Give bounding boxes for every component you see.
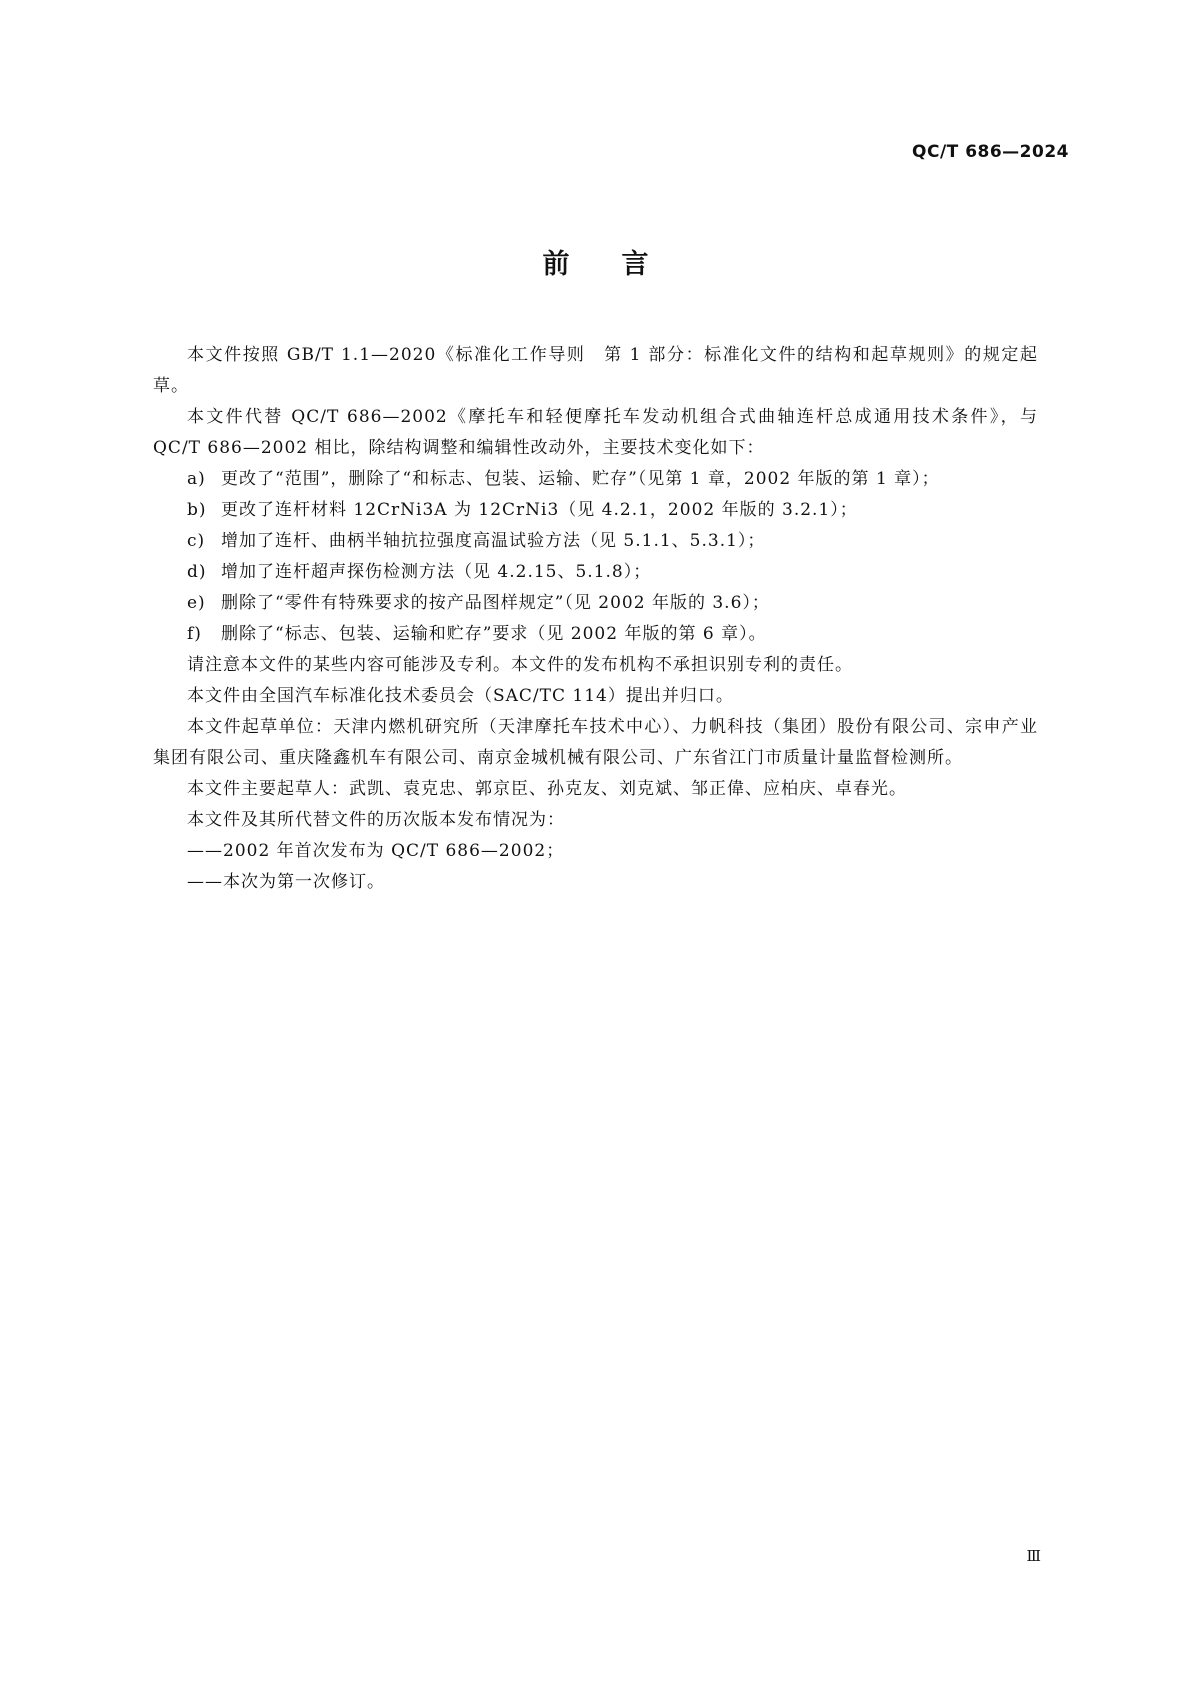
foreword-body	[153, 340, 1038, 898]
paragraph-patent-notice: 请注意本文件的某些内容可能涉及专利。本文件的发布机构不承担识别专利的责任。	[187, 655, 853, 675]
change-item-text: 删除了“零件有特殊要求的按产品图样规定”（见 2002 年版的 3.6）；	[221, 593, 770, 613]
paragraph-history-intro: 本文件及其所代替文件的历次版本发布情况为：	[187, 810, 565, 830]
document-code: QC/T 686—2024	[912, 142, 1069, 162]
change-item-marker: c)	[187, 531, 206, 551]
paragraph-drafters: 本文件主要起草人：武凯、袁克忠、郭京臣、孙克友、刘克斌、邹正偉、应柏庆、卓春光。	[187, 779, 907, 799]
change-item-text: 更改了“范围”，删除了“和标志、包装、运输、贮存”（见第 1 章，2002 年版的第 1 章）；	[221, 469, 940, 489]
paragraph-replacement: 本文件代替 QC/T 686—2002《摩托车和轻便摩托车发动机组合式曲轴连杆总成通用技术条件》，与 QC/T 686—2002 相比，除结构调整和编辑性改动外，主要技术变化如下：	[153, 407, 1038, 458]
page-number: Ⅲ	[1026, 1547, 1041, 1565]
paragraph-drafting-units: 本文件起草单位：天津内燃机研究所（天津摩托车技术中心）、力帆科技（集团）股份有限公司、宗申产业集团有限公司、重庆隆鑫机车有限公司、南京金城机械有限公司、广东省江门市质量计量监督检测所。	[153, 717, 1038, 768]
history-item: ——2002 年首次发布为 QC/T 686—2002；	[187, 841, 565, 861]
change-item-marker: e)	[187, 593, 206, 613]
change-item-marker: d)	[187, 562, 207, 582]
change-item-marker: a)	[187, 469, 206, 489]
paragraph-drafting-rules: 本文件按照 GB/T 1.1—2020《标准化工作导则 第 1 部分：标准化文件的结构和起草规则》的规定起草。	[153, 345, 1038, 396]
change-item	[153, 495, 1038, 526]
history-item: ——本次为第一次修订。	[187, 872, 385, 892]
change-item	[153, 464, 1038, 495]
change-item-marker: f)	[187, 624, 202, 644]
change-item-marker: b)	[187, 500, 207, 520]
change-item-text: 删除了“标志、包装、运输和贮存”要求（见 2002 年版的第 6 章）。	[221, 624, 767, 644]
change-item-text: 增加了连杆、曲柄半轴抗拉强度高温试验方法（见 5.1.1、5.3.1）；	[221, 531, 766, 551]
change-item	[153, 619, 1038, 650]
change-item-text: 增加了连杆超声探伤检测方法（见 4.2.15、5.1.8）；	[221, 562, 652, 582]
change-item	[153, 526, 1038, 557]
page-title: 前言	[542, 249, 701, 280]
change-item-text: 更改了连杆材料 12CrNi3A 为 12CrNi3（见 4.2.1，2002 年版的 3.2.1）；	[221, 500, 858, 520]
paragraph-proposer: 本文件由全国汽车标准化技术委员会（SAC/TC 114）提出并归口。	[187, 686, 734, 706]
change-item	[153, 588, 1038, 619]
change-item	[153, 557, 1038, 588]
